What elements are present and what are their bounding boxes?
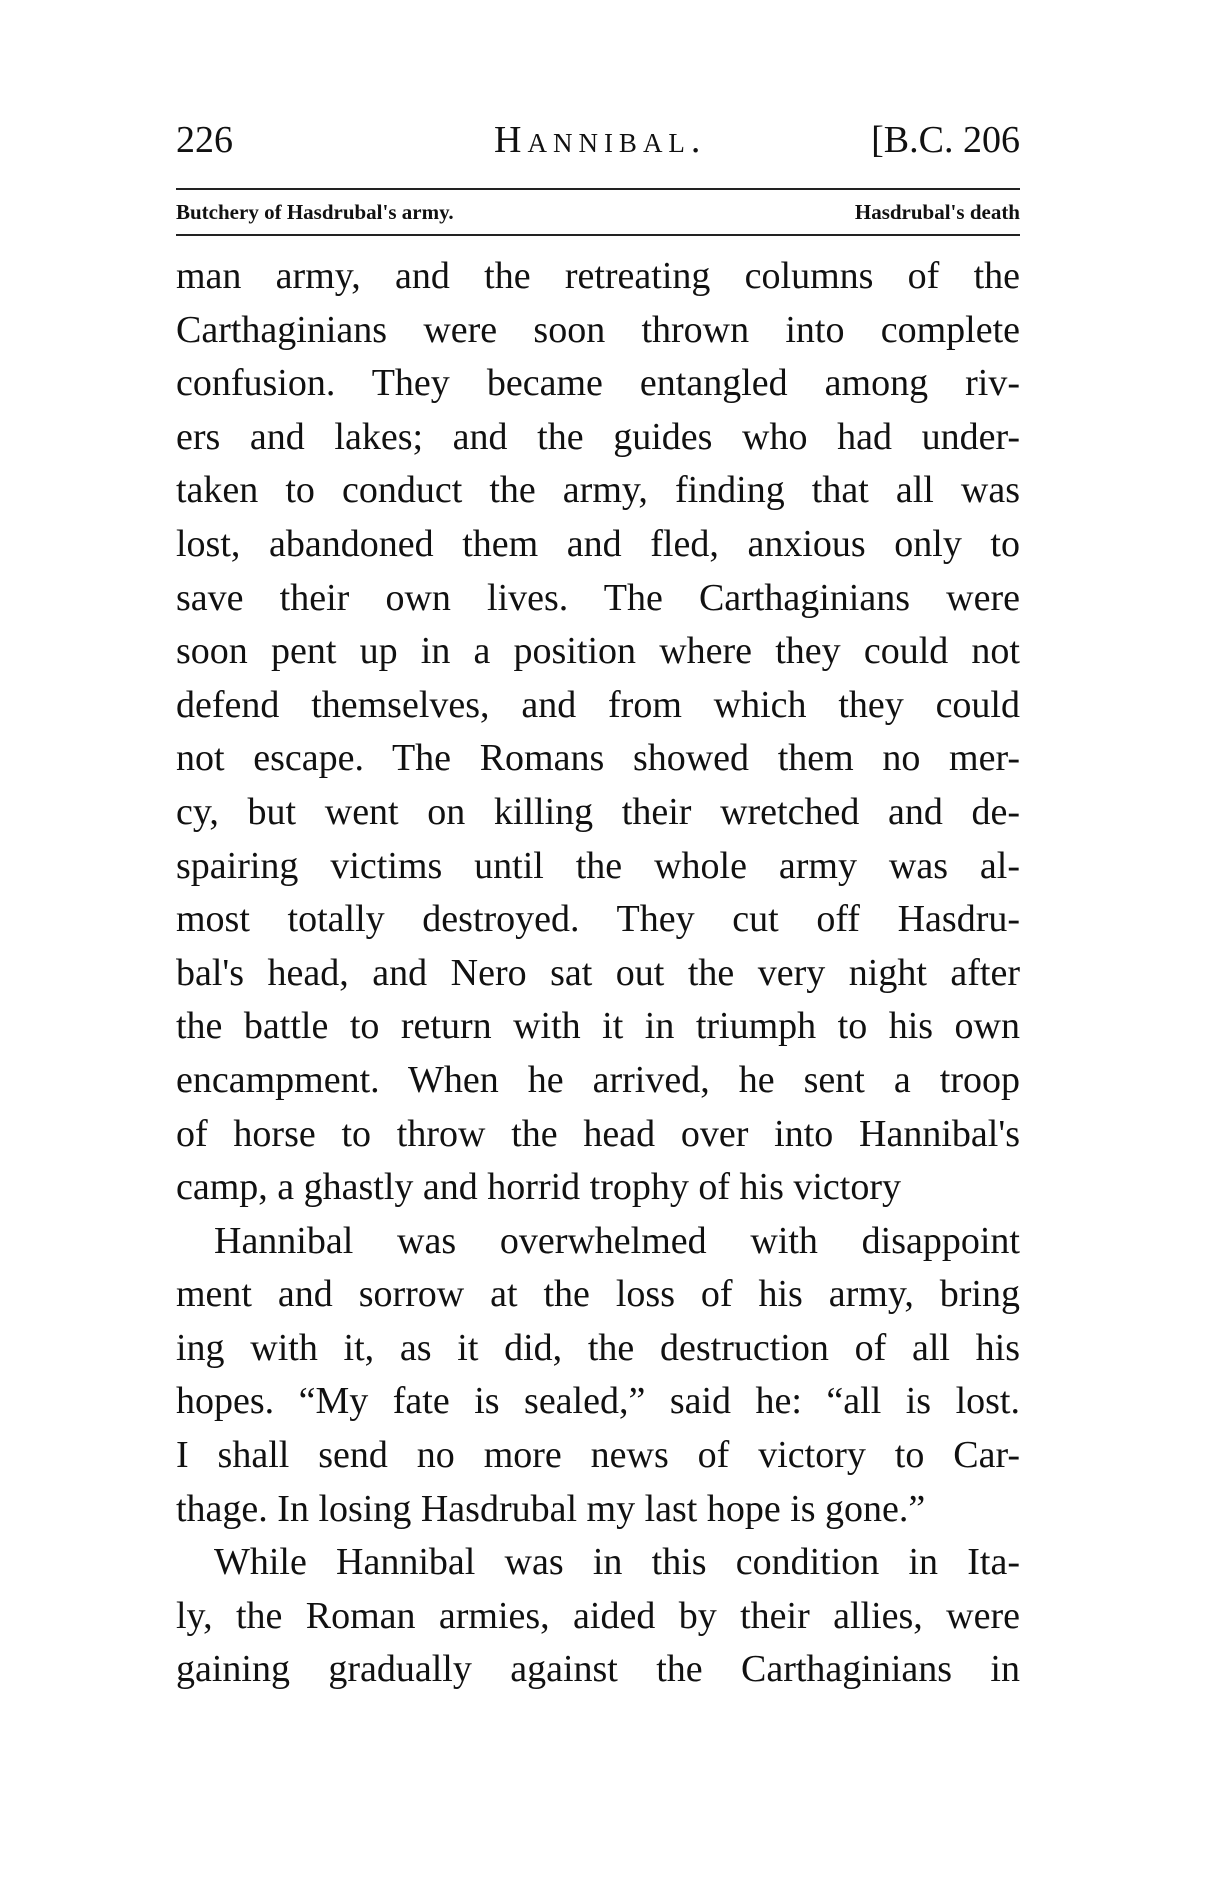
header-rule-top <box>176 188 1020 190</box>
text-line: defend themselves, and from which they could <box>176 683 1020 726</box>
marginal-subhead <box>176 200 1020 230</box>
text-line: Carthaginians were soon thrown into complete <box>176 308 1020 351</box>
text-line: soon pent up in a position where they could not <box>176 630 1020 673</box>
running-head <box>176 118 1020 168</box>
body-text <box>176 250 1020 1697</box>
text-line: the battle to return with it in triumph to his own <box>176 1005 1020 1048</box>
page-number: 226 <box>176 119 233 161</box>
text-line: encampment. When he arrived, he sent a troop <box>176 1058 1020 1101</box>
text-line: confusion. They became entangled among riv- <box>176 362 1020 405</box>
text-line: lost, abandoned them and fled, anxious only to <box>176 522 1020 565</box>
running-title: Hannibal. <box>494 119 707 161</box>
text-line: man army, and the retreating columns of the <box>176 255 1020 297</box>
text-line: save their own lives. The Carthaginians were <box>176 576 1020 619</box>
text-line: of horse to throw the head over into Hannibal's <box>176 1112 1020 1155</box>
text-line: not escape. The Romans showed them no mer- <box>176 737 1020 780</box>
subhead-right: Hasdrubal's death <box>854 200 1020 224</box>
text-line: ment and sorrow at the loss of his army, bring <box>176 1273 1020 1316</box>
text-line: Hannibal was overwhelmed with disappoint <box>214 1219 1020 1262</box>
text-line: spairing victims until the whole army was al- <box>176 844 1020 887</box>
text-line: thage. In losing Hasdrubal my last hope is gone.” <box>176 1487 926 1530</box>
text-line: camp, a ghastly and horrid trophy of his victory <box>176 1166 902 1209</box>
text-line: While Hannibal was in this condition in Ita- <box>214 1541 1020 1584</box>
text-line: cy, but went on killing their wretched and de- <box>176 790 1020 833</box>
text-line: I shall send no more news of victory to Car- <box>176 1434 1020 1477</box>
text-line: taken to conduct the army, finding that all was <box>176 469 1020 512</box>
running-date: [B.C. 206 <box>871 119 1020 161</box>
text-line: bal's head, and Nero sat out the very night after <box>176 951 1020 994</box>
text-line: ing with it, as it did, the destruction of all his <box>176 1326 1020 1369</box>
text-line: ers and lakes; and the guides who had under- <box>176 415 1020 458</box>
text-line: ly, the Roman armies, aided by their allies, were <box>176 1594 1020 1637</box>
text-line: most totally destroyed. They cut off Hasdru- <box>176 898 1020 941</box>
header-rule-bottom <box>176 234 1020 236</box>
text-line: hopes. “My fate is sealed,” said he: “all is lost. <box>176 1380 1020 1423</box>
text-line: gaining gradually against the Carthaginians in <box>176 1648 1020 1691</box>
subhead-left: Butchery of Hasdrubal's army. <box>176 200 454 224</box>
